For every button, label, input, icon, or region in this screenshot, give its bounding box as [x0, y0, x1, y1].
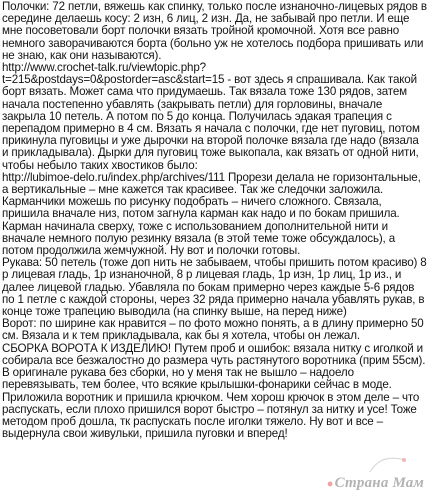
- document-body: [2, 1, 428, 440]
- paragraph-neckline: http://www.crochet-talk.ru/viewtopic.php?t=215&postdays=0&postorder=asc&start=15 - вот здесь я спрашивала. Как такой борт вязать. Может сама что придумаешь. Так вязала тоже 130 рядов, затем начала постепенно убавлять (закрывать петли) для горловины, вначале закрыла 10 петель. А потом по 5 до конца. Получилась эдакая трапеция с перепадом примерно в 4 см. Вязать я начала с полочки, где нет пуговиц, потом прикинула пуговицы и уже дырочки на второй полочке вязала где надо (вязала и прикладывала). Дырки для пуговиц тоже выкопала, как вязать от одной нити, чтобы небыло таких хвостиков было:: [2, 61, 420, 172]
- paragraph-assembly: СБОРКА ВОРОТА К ИЗДЕЛИЮ! Путем проб и ошибок: вязала нитку с иголкой и собирала все безжалостно до размера чуть растянутого воротника (прим 55см). В оригинале рукава без сборки, но у меня так не вышло – надоело перевязывать, тем более, что всякие крылышки-фонарики сейчас в моде. Приложила воротник и пришила крючком. Чем хорош крючок в этом деле – что распускать, если плохо пришился ворот быстро – потянул за нитку и усе! Тоже методом проб дошла, тк распускать после иголки тяжело. Ну вот и все – выдернула свои живульки, пришила пуговки и вперед!: [2, 341, 426, 441]
- paragraph-pockets: Карманчики можешь по рисунку подобрать – ничего сложного. Связала, пришила вначале низ, потом загнула карман как надо и по бокам пришила. Карман начинала сверху, тоже с использованием дополнительной нити и вначале немного полую резинку вязала (в этой теме тоже обсуждалось), а потом продолжила жемчужной. Ну вот и полочки готовы.: [2, 195, 400, 258]
- paragraph-sleeves: Рукава: 50 петель (тоже доп нить не забываем, чтобы пришить потом красиво) 8 р лицевая гладь, 1р изнаночной, 8 р лицевая гладь, 1р изн, 1р лиц, 1р из., и далее лицевой гладью. Убавляла по бокам примерно через каждые 5-6 рядов по 1 петле с каждой стороны, через 32 ряда примерно начала убавлять рукав, в конце тоже трапецию выводила (на спинку выше, на перед ниже): [2, 256, 427, 319]
- watermark-dot-icon: ●: [326, 478, 334, 490]
- watermark-swirl-icon: [368, 454, 408, 476]
- paragraph-collar: Ворот: по ширине как нравится – по фото можно понять, а в длину примерно 50 см. Вязала и к тем прикладывала, как бы я хотела, чтобы он лежал.: [2, 317, 424, 343]
- paragraph-fronts: Полочки: 72 петли, вяжешь как спинку, только после изнаночно-лицевых рядов в середине делаешь косу: 2 изн, 6 лиц, 2 изн. Да, не забывай про петли. И еще мне посоветовали борт полочки вязать тройной кромочной. Хотя все равно немного заворачиваются борта (больно уж не хотелось подбора пришивать или не знаю, как они называются).: [2, 0, 427, 62]
- watermark-logo: [327, 475, 424, 492]
- paragraph-buttonholes: http://lubimoe-delo.ru/index.php/archives/111 Прорези делала не горизонтальные, а вертикальные – мне кажется так красивее. Так же следочки заложила.: [2, 170, 421, 197]
- watermark-text: Страна Мам: [334, 475, 424, 491]
